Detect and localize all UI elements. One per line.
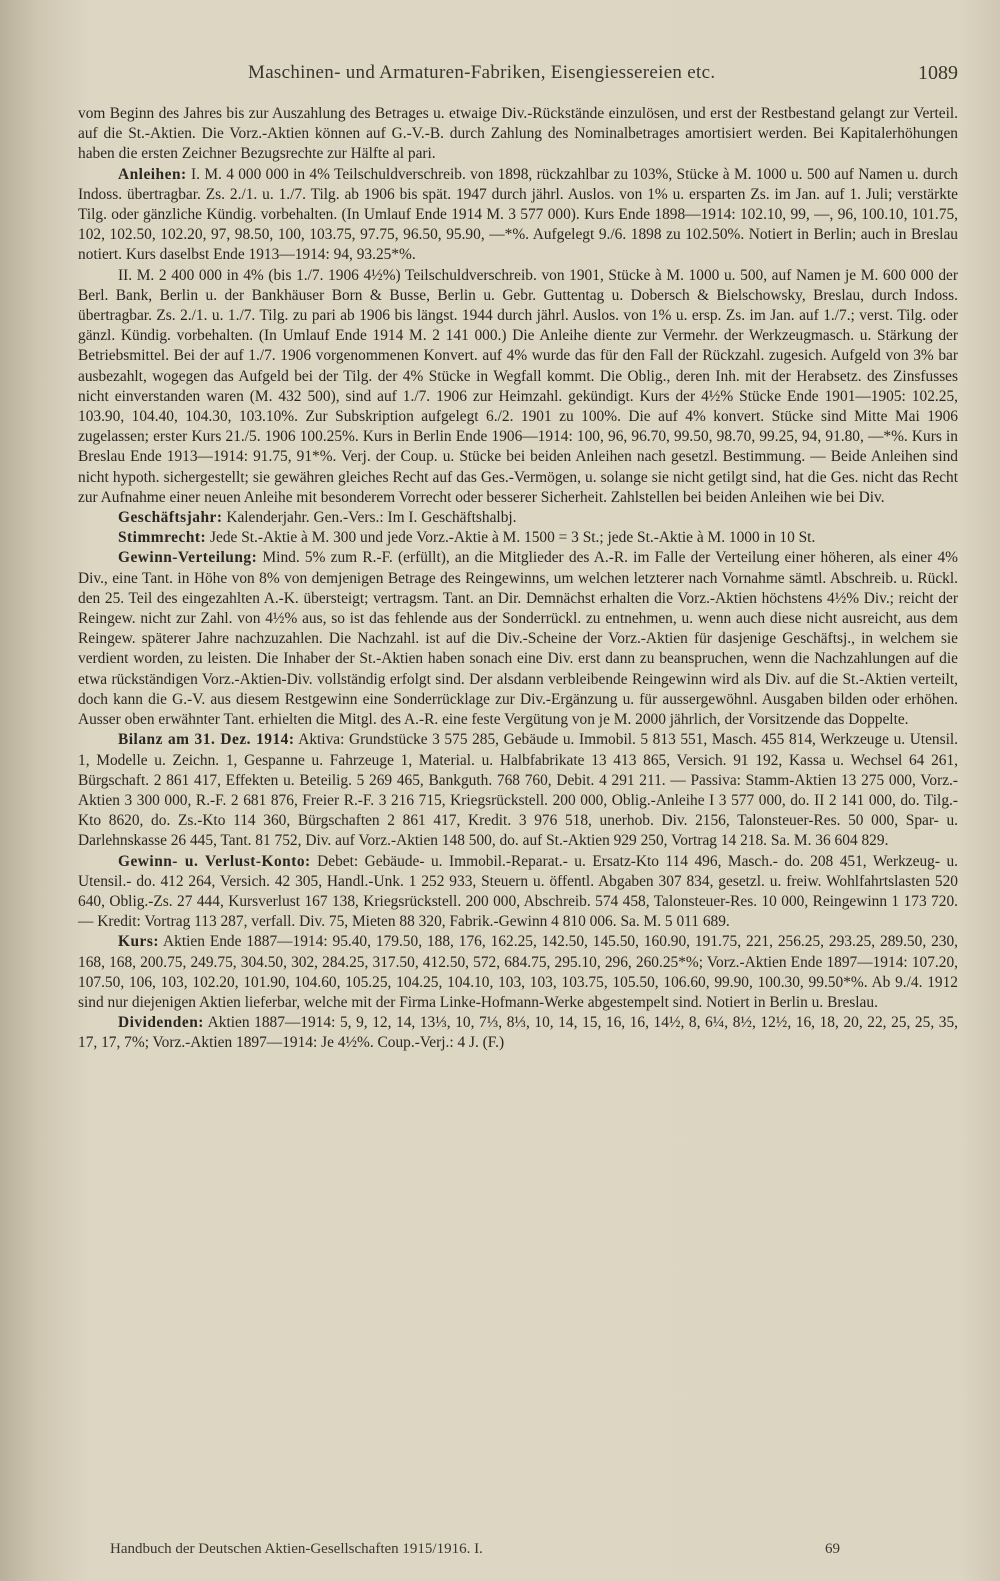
paragraph-fiscal-year xyxy=(78,508,958,528)
section-label: Gewinn- u. Verlust-Konto: xyxy=(118,852,311,870)
header-title: Maschinen- und Armaturen-Fabriken, Eisengiessereien etc. xyxy=(248,62,716,83)
paragraph-text: Debet: Gebäude- u. Immobil.-Reparat.- u. Ersatz-Kto 114 496, Masch.- do. 208 451, Werkzeug- u. Utensil.- do. 412 264, Versich. 42 305, Handl.-Unk. 1 252 933, Steuern u. öffentl. Abgaben 307 834, gesetzl. u. freiw. Wohlfahrtslasten 520 640, Oblig.-Zs. 27 444, Kursverlust 167 138, Kriegsrückstell. 200 000, Abschreib. 574 458, Talonsteuer-Res. 10 000, Reingewinn 1 173 720. — Kredit: Vortrag 113 287, verfall. Div. 75, Mieten 88 320, Fabrik.-Gewinn 4 810 006. Sa. M. 5 011 689. xyxy=(78,852,958,931)
printer-signature: 69 xyxy=(825,1541,840,1557)
paragraph-text: I. M. 4 000 000 in 4% Teilschuldverschreib. von 1898, rückzahlbar zu 103%, Stücke à M. 1000 u. 500 auf Namen u. durch Indoss. übertragbar. Zs. 2./1. u. 1./7. Tilg. ab 1906 bis spät. 1947 durch jährl. Auslos. von 1% u. ersparten Zs. im Jan. auf 1. Juli; verstärkte Tilg. oder gänzliche Kündig. vorbehalten. (In Umlauf Ende 1914 M. 3 577 000). Kurs Ende 1898—1914: 102.10, 99, —, 96, 100.10, 101.75, 102, 102.50, 102.20, 97, 98.50, 100, 103.75, 97.75, 96.50, 95.90, —*%. Aufgelegt 9./6. 1898 zu 102.50%. Notiert in Berlin; auch in Breslau notiert. Kurs daselbst Ende 1913—1914: 94, 93.25*%. xyxy=(78,165,958,264)
running-header xyxy=(88,62,958,92)
paragraph-profit-distribution xyxy=(78,548,958,730)
paragraph-text: Jede St.-Aktie à M. 300 und jede Vorz.-Aktie à M. 1500 = 3 St.; jede St.-Aktie à M. 1000 in 10 St. xyxy=(210,529,816,547)
paragraph-text: vom Beginn des Jahres bis zur Auszahlung des Betrages u. etwaige Div.-Rückstände einzulösen, und erst der Restbestand gelangt zur Verteil. auf die St.-Aktien. Die Vorz.-Aktien können auf G.-V.-B. durch Zahlung des Nominalbetrages amortisiert werden. Bei Kapitalerhöhungen haben die ersten Zeichner Bezugsrechte zur Hälfte al pari. xyxy=(78,105,958,163)
footer-source: Handbuch der Deutschen Aktien-Gesellschaften 1915/1916. I. xyxy=(110,1541,483,1557)
paragraph-text: II. M. 2 400 000 in 4% (bis 1./7. 1906 4½%) Teilschuldverschreib. von 1901, Stücke à M. 1000 u. 500, auf Namen je M. 600 000 der Berl. Bank, Berlin u. der Bankhäuser Born & Busse, Berlin u. Gebr. Guttentag u. Dobersch & Bielschowsky, Breslau, durch Indoss. übertragbar. Zs. 2./1. u. 1./7. Tilg. zu pari ab 1906 bis längst. 1944 durch jährl. Auslos. von 1% u. ersp. Zs. im Jan. auf 1./7.; verst. Tilg. oder gänzl. Kündig. vorbehalten. (In Umlauf Ende 1914 M. 2 141 000.) Die Anleihe diente zur Vermehr. der Werkzeugmasch. u. Stärkung der Betriebsmittel. Bei der auf 1./7. 1906 vorgenommenen Konvert. auf 4% wurde das für den Fall der Rückzahl. zugesich. Aufgeld von 3% bar ausbezahlt, wogegen das Aufgeld bei der Tilg. der 4% Stücke in Wegfall kommt. Die Oblig., deren Inh. mit der Herabsetz. des Zinsfusses nicht einverstanden waren (M. 432 500), sind auf 1./7. 1906 zur Heimzahl. gekündigt. Kurs der 4½% Stücke Ende 1901—1905: 102.25, 103.90, 104.40, 104.30, 103.10%. Zur Subskription aufgelegt 6./2. 1901 zu 100%. Die auf 4% konvert. Stücke sind Mitte Mai 1906 zugelassen; erster Kurs 21./5. 1906 100.25%. Kurs in Berlin Ende 1906—1914: 100, 96, 96.70, 99.50, 98.70, 99.25, 94, 91.80, —*%. Kurs in Breslau Ende 1913—1914: 91.75, 91*%. Verj. der Coup. u. Stücke bei beiden Anleihen nach gesetzl. Bestimmung. — Beide Anleihen sind nicht hypoth. sichergestellt; sie gewähren gleiches Recht auf das Ges.-Vermögen, u. solange sie nicht getilgt sind, hat die Ges. nicht das Recht zur Aufnahme einer neuen Anleihe mit besonderem Vorrecht oder besserer Sicherheit. Zahlstellen bei beiden Anleihen wie bei Div. xyxy=(78,266,958,506)
paragraph-text: Kalenderjahr. Gen.-Vers.: Im I. Geschäftshalbj. xyxy=(226,509,517,527)
paragraph-bonds-ii xyxy=(78,266,958,508)
paragraph-text: Mind. 5% zum R.-F. (erfüllt), an die Mitglieder des A.-R. im Falle der Verteilung einer höheren, als einer 4% Div., eine Tant. in Höhe von 8% von demjenigen Betrage des Reingewinns, um welchen letzterer nach Vornahme sämtl. Abschreib. u. Rückl. den 25. Teil des eingezahlten A.-K. übersteigt; vertragsm. Tant. an Dir. Demnächst erhalten die Vorz.-Aktien höchstens 4½% Div.; reicht der Reingew. nicht zur Zahl. von 4½% aus, so ist das fehlende aus der Sonderrückl. zu entnehmen, u. wenn auch diese nicht ausreicht, aus dem Reingew. späterer Jahre nachzuzahlen. Die Nachzahl. ist auf die Div.-Scheine der Vorz.-Aktien für dasjenige Geschäftsj., in welchem sie verdient worden, zu leisten. Die Inhaber der St.-Aktien haben sonach eine Div. erst dann zu beanspruchen, wenn die Nachzahlungen auf die etwa rückständigen Vorz.-Aktien-Div. vollständig erfolgt sind. Der alsdann verbleibende Reingewinn wird als Div. auf die St.-Aktien verteilt, doch kann die G.-V. aus diesem Restgewinn eine Sonderrücklage zur Div.-Ergänzung u. für aussergewöhnl. Ausgaben bilden oder erhöhen. Ausser oben erwähnter Tant. erhielten die Mitgl. des A.-R. eine feste Vergütung von je M. 2000 jährlich, der Vorsitzende das Doppelte. xyxy=(78,549,958,729)
paragraph-text: Aktien 1887—1914: 5, 9, 12, 14, 13⅓, 10, 7⅓, 8⅓, 10, 14, 15, 16, 16, 14½, 8, 6¼, 8½, 12½, 16, 18, 20, 22, 25, 25, 35, 17, 17, 7%; Vorz.-Aktien 1897—1914: Je 4½%. Coup.-Verj.: 4 J. (F.) xyxy=(78,1014,958,1052)
section-label: Stimmrecht: xyxy=(118,529,207,547)
paragraph-bonds-i xyxy=(78,165,958,266)
section-label: Anleihen: xyxy=(118,165,187,183)
section-label: Dividenden: xyxy=(118,1014,204,1032)
section-label: Kurs: xyxy=(118,933,159,951)
paragraph-balance-sheet xyxy=(78,730,958,851)
paragraph-profit-loss xyxy=(78,852,958,933)
paragraph-text: Aktien Ende 1887—1914: 95.40, 179.50, 188, 176, 162.25, 142.50, 145.50, 160.90, 191.75, 221, 256.25, 293.25, 289.50, 230, 168, 168, 200.75, 249.75, 304.50, 302, 284.25, 317.50, 412.50, 572, 684.75, 295.10, 296, 260.25*%; Vorz.-Aktien Ende 1897—1914: 107.20, 107.50, 106, 103, 102.20, 101.90, 104.60, 105.25, 104.25, 104.10, 103, 103, 103.75, 105.50, 106.60, 99.90, 100.30, 99.50*%. Ab 9./4. 1912 sind nur diejenigen Aktien lieferbar, welche mit der Firma Linke-Hofmann-Werke abgestempelt sind. Notiert in Berlin u. Breslau. xyxy=(78,933,959,1011)
section-label: Geschäftsjahr: xyxy=(118,509,223,527)
page-number: 1089 xyxy=(918,62,958,84)
section-label: Gewinn-Verteilung: xyxy=(118,549,258,567)
body-text xyxy=(78,104,958,1054)
paragraph-share-prices xyxy=(78,932,958,1013)
paragraph-text: Aktiva: Grundstücke 3 575 285, Gebäude u. Immobil. 5 813 551, Masch. 455 814, Werkzeuge u. Utensil. 1, Modelle u. Zeichn. 1, Gespanne u. Fahrzeuge 1, Material. u. Halbfabrikate 13 413 865, Versich. 91 192, Kassa u. Wechsel 64 261, Bürgschaft. 2 861 417, Effekten u. Beteilig. 5 269 465, Bankguth. 768 760, Debit. 4 291 211. — Passiva: Stamm-Aktien 13 275 000, Vorz.-Aktien 3 300 000, R.-F. 2 681 876, Freier R.-F. 3 216 715, Kriegsrückstell. 200 000, Oblig.-Anleihe I 3 577 000, do. II 2 141 000, do. Tilg.-Kto 8620, do. Zs.-Kto 114 360, Bürgschaften 2 861 417, Kredit. 3 976 518, unerhob. Div. 2156, Talonsteuer-Res. 50 000, Spar- u. Darlehnskasse 26 445, Tant. 81 752, Div. auf Vorz.-Aktien 148 500, do. auf St.-Aktien 929 250, Vortrag 14 218. Sa. M. 36 604 829. xyxy=(78,731,958,850)
section-label: Bilanz am 31. Dez. 1914: xyxy=(118,731,295,749)
paragraph-voting-rights xyxy=(78,528,958,548)
paragraph-preference-shares xyxy=(78,104,958,165)
paragraph-dividends xyxy=(78,1013,958,1053)
page-footer xyxy=(110,1541,840,1563)
